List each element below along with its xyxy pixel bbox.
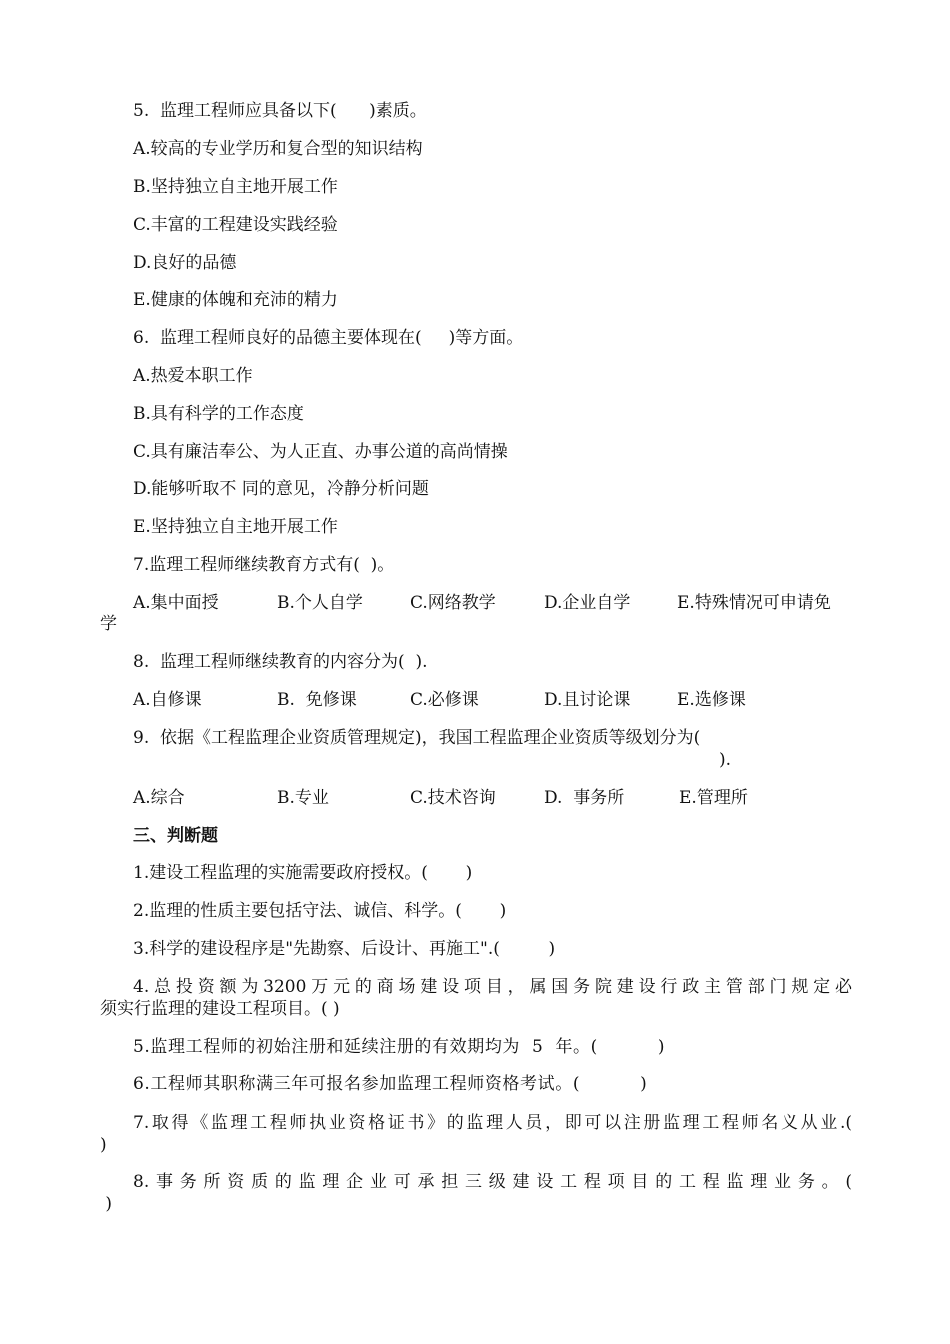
q7-option-b: B.个人自学 — [277, 593, 363, 613]
q5-option-c: C.丰富的工程建设实践经验 — [133, 215, 338, 235]
q8-options-row — [133, 690, 853, 710]
judgement-item-8 — [100, 1171, 852, 1215]
q8-stem: 8. 监理工程师继续教育的内容分为( ). — [133, 652, 428, 672]
judgement-item-7-line1: 7.取得《监理工程师执业资格证书》的监理人员，即可以注册监理工程师名义从业.( — [133, 1113, 852, 1133]
q6-option-b: B.具有科学的工作态度 — [133, 404, 304, 424]
judgement-item-7-line2: ) — [100, 1135, 107, 1155]
q9-option-d: D. 事务所 — [544, 788, 625, 808]
judgement-item-4-line1: 4.总投资额为3200万元的商场建设项目，属国务院建设行政主管部门规定必 — [133, 977, 852, 997]
q9-stem: 9. 依据《工程监理企业资质管理规定)，我国工程监理企业资质等级划分为( — [133, 728, 701, 748]
q9-option-a: A.综合 — [133, 788, 185, 808]
q9-option-e: E.管理所 — [679, 788, 748, 808]
q7-option-e: E.特殊情况可申请免 — [677, 593, 831, 613]
judgement-item-8-line2: ) — [100, 1194, 113, 1214]
q9-options-row — [133, 788, 853, 808]
judgement-item-4-line2: 须实行监理的建设工程项目。( ) — [100, 999, 340, 1019]
q5-option-a: A.较高的专业学历和复合型的知识结构 — [133, 139, 423, 159]
q8-option-c: C.必修课 — [410, 690, 479, 710]
judgement-item-7 — [100, 1112, 852, 1156]
q8-option-b: B. 免修课 — [277, 690, 357, 710]
q9-stem-end: ). — [719, 750, 732, 770]
q6-option-e: E.坚持独立自主地开展工作 — [133, 517, 338, 537]
judgement-item-5: 5.监理工程师的初始注册和延续注册的有效期均为 5 年。( ) — [133, 1037, 666, 1057]
q7-option-d: D.企业自学 — [544, 593, 631, 613]
q5-option-d: D.良好的品德 — [133, 253, 237, 273]
q8-option-a: A.自修课 — [133, 690, 202, 710]
q6-option-c: C.具有廉洁奉公、为人正直、办事公道的高尚情操 — [133, 442, 508, 462]
q5-stem: 5. 监理工程师应具备以下( )素质。 — [133, 101, 427, 121]
q6-option-d: D.能够听取不 同的意见，冷静分析问题 — [133, 479, 429, 499]
q6-stem: 6. 监理工程师良好的品德主要体现在( )等方面。 — [133, 328, 524, 348]
q6-option-a: A.热爱本职工作 — [133, 366, 253, 386]
q7-stem: 7.监理工程师继续教育方式有( )。 — [133, 555, 395, 575]
q5-option-e: E.健康的体魄和充沛的精力 — [133, 290, 338, 310]
q7-option-c: C.网络教学 — [410, 593, 496, 613]
q7-option-e-wrap: 学 — [100, 614, 117, 634]
judgement-item-8-line1: 8.事务所资质的监理企业可承担三级建设工程项目的工程监理业务。( — [133, 1172, 852, 1192]
judgement-item-3: 3.科学的建设程序是"先勘察、后设计、再施工".( ) — [133, 939, 556, 959]
q7-options-row — [133, 593, 853, 613]
q9-option-c: C.技术咨询 — [410, 788, 496, 808]
judgement-item-1: 1.建设工程监理的实施需要政府授权。( ) — [133, 863, 473, 883]
q7-option-a: A.集中面授 — [133, 593, 219, 613]
q9-option-b: B.专业 — [277, 788, 329, 808]
q8-option-d: D.且讨论课 — [544, 690, 631, 710]
judgement-item-4 — [100, 976, 852, 1020]
section-heading-judgement: 三、判断题 — [133, 826, 218, 846]
q5-option-b: B.坚持独立自主地开展工作 — [133, 177, 338, 197]
q8-option-e: E.选修课 — [677, 690, 746, 710]
judgement-item-2: 2.监理的性质主要包括守法、诚信、科学。( ) — [133, 901, 507, 921]
judgement-item-6: 6.工程师其职称满三年可报名参加监理工程师资格考试。( ) — [133, 1074, 648, 1094]
